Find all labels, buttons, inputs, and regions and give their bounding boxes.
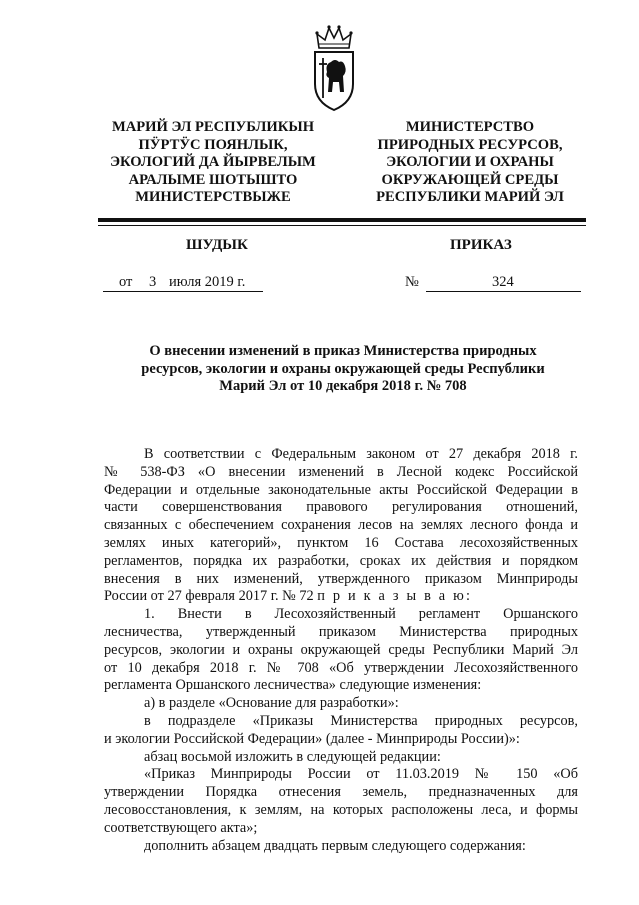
body-line: абзац восьмой изложить в следующей редакции:: [144, 748, 441, 765]
header-left-line: ПӰРТӰС ПОЯНЛЫК,: [138, 136, 288, 153]
header-right-line: ПРИРОДНЫХ РЕСУРСОВ,: [377, 136, 563, 153]
body-line: лесничества, утвержденный приказом Министерства природных: [104, 623, 578, 640]
body-line: связанных с обеспечением сохранения лесов на землях лесного фонда и: [104, 517, 578, 534]
header-left-line: АРАЛЫМЕ ШОТЫШТО: [128, 171, 298, 188]
title-line: ресурсов, экологии и охраны окружающей среды Республики: [141, 360, 545, 377]
date-month-year: июля 2019 г.: [169, 274, 246, 290]
number-label: №: [405, 274, 419, 290]
date-field: [103, 274, 263, 292]
body-line: регламента Оршанского лесничества» следующие изменения:: [104, 677, 482, 694]
body-line: утверждении Порядка отнесения земель, предназначенных для: [104, 784, 578, 801]
title-line: Марий Эл от 10 декабря 2018 г. № 708: [219, 378, 467, 394]
body-line: «Приказ Минприроды России от 11.03.2019 № 150 «Об: [144, 766, 578, 783]
body-line: ресурсов, экологии и охраны окружающей среды Республики Марий Эл: [104, 641, 578, 658]
header-right-line: ЭКОЛОГИИ И ОХРАНЫ: [386, 154, 554, 170]
doc-type-mari: ШУДЫК: [186, 237, 248, 253]
body-line: В соответствии с Федеральным законом от 27 декабря 2018 г.: [144, 446, 578, 462]
body-line: 1. Внести в Лесохозяйственный регламент Оршанского: [144, 606, 578, 623]
number-field: [426, 274, 581, 292]
title-line: О внесении изменений в приказ Министерства природных: [149, 343, 537, 359]
body-line: лесовосстановления, к землям, на которых расположены леса, и формы: [104, 801, 578, 818]
prikazyvayu-word: п р и к а з ы в а ю:: [317, 588, 473, 605]
body-line: Федерации и отдельные законодательные акты Российской Федерации в: [104, 481, 578, 498]
header-left-line: МИНИСТЕРСТВЫЖЕ: [135, 189, 291, 205]
header-right-line: МИНИСТЕРСТВО: [405, 119, 535, 135]
doc-type-russian: ПРИКАЗ: [450, 237, 512, 253]
body-line: в подразделе «Приказы Министерства природных ресурсов,: [144, 712, 578, 729]
header-divider-thin: [98, 225, 586, 226]
document-body: [104, 446, 578, 855]
header-left-org: [98, 119, 328, 207]
body-line-decree: [104, 588, 578, 606]
header-right-org: [352, 119, 588, 207]
header-right-line: РЕСПУБЛИКИ МАРИЙ ЭЛ: [376, 189, 564, 205]
coat-of-arms-icon: [305, 22, 363, 114]
header-right-line: ОКРУЖАЮЩЕЙ СРЕДЫ: [381, 171, 559, 188]
body-line: от 10 декабря 2018 г. № 708 «Об утверждении Лесохозяйственного: [104, 659, 578, 676]
body-line: а) в разделе «Основание для разработки»:: [144, 695, 399, 712]
body-line: внесения в них изменений, утвержденного приказом Минприроды: [104, 570, 578, 587]
body-line: России от 27 февраля 2017 г. № 72: [104, 588, 318, 605]
header-left-line: ЭКОЛОГИЙ ДА ЙЫРВЕЛЫМ: [110, 154, 316, 170]
document-title: [118, 343, 568, 396]
body-line: части совершенствования правового регулирования отношений,: [104, 499, 578, 516]
number-value: 324: [492, 274, 514, 290]
body-line: землях иных категорий», пунктом 16 Состава лесохозяйственных: [104, 534, 578, 551]
header-divider-thick: [98, 218, 586, 222]
date-prefix: от: [119, 274, 133, 290]
header-left-line: МАРИЙ ЭЛ РЕСПУБЛИКЫН: [111, 119, 315, 135]
body-line: регламентов, порядка их разработки, сроках их действия и порядком: [104, 552, 578, 569]
body-line: соответствующего акта»;: [104, 819, 258, 836]
date-day: 3: [149, 274, 157, 290]
body-line: № 538-ФЗ «О внесении изменений в Лесной кодекс Российской: [104, 463, 578, 480]
body-line: и экологии Российской Федерации» (далее - Минприроды России)»:: [104, 730, 520, 747]
body-line: дополнить абзацем двадцать первым следующего содержания:: [144, 837, 526, 854]
